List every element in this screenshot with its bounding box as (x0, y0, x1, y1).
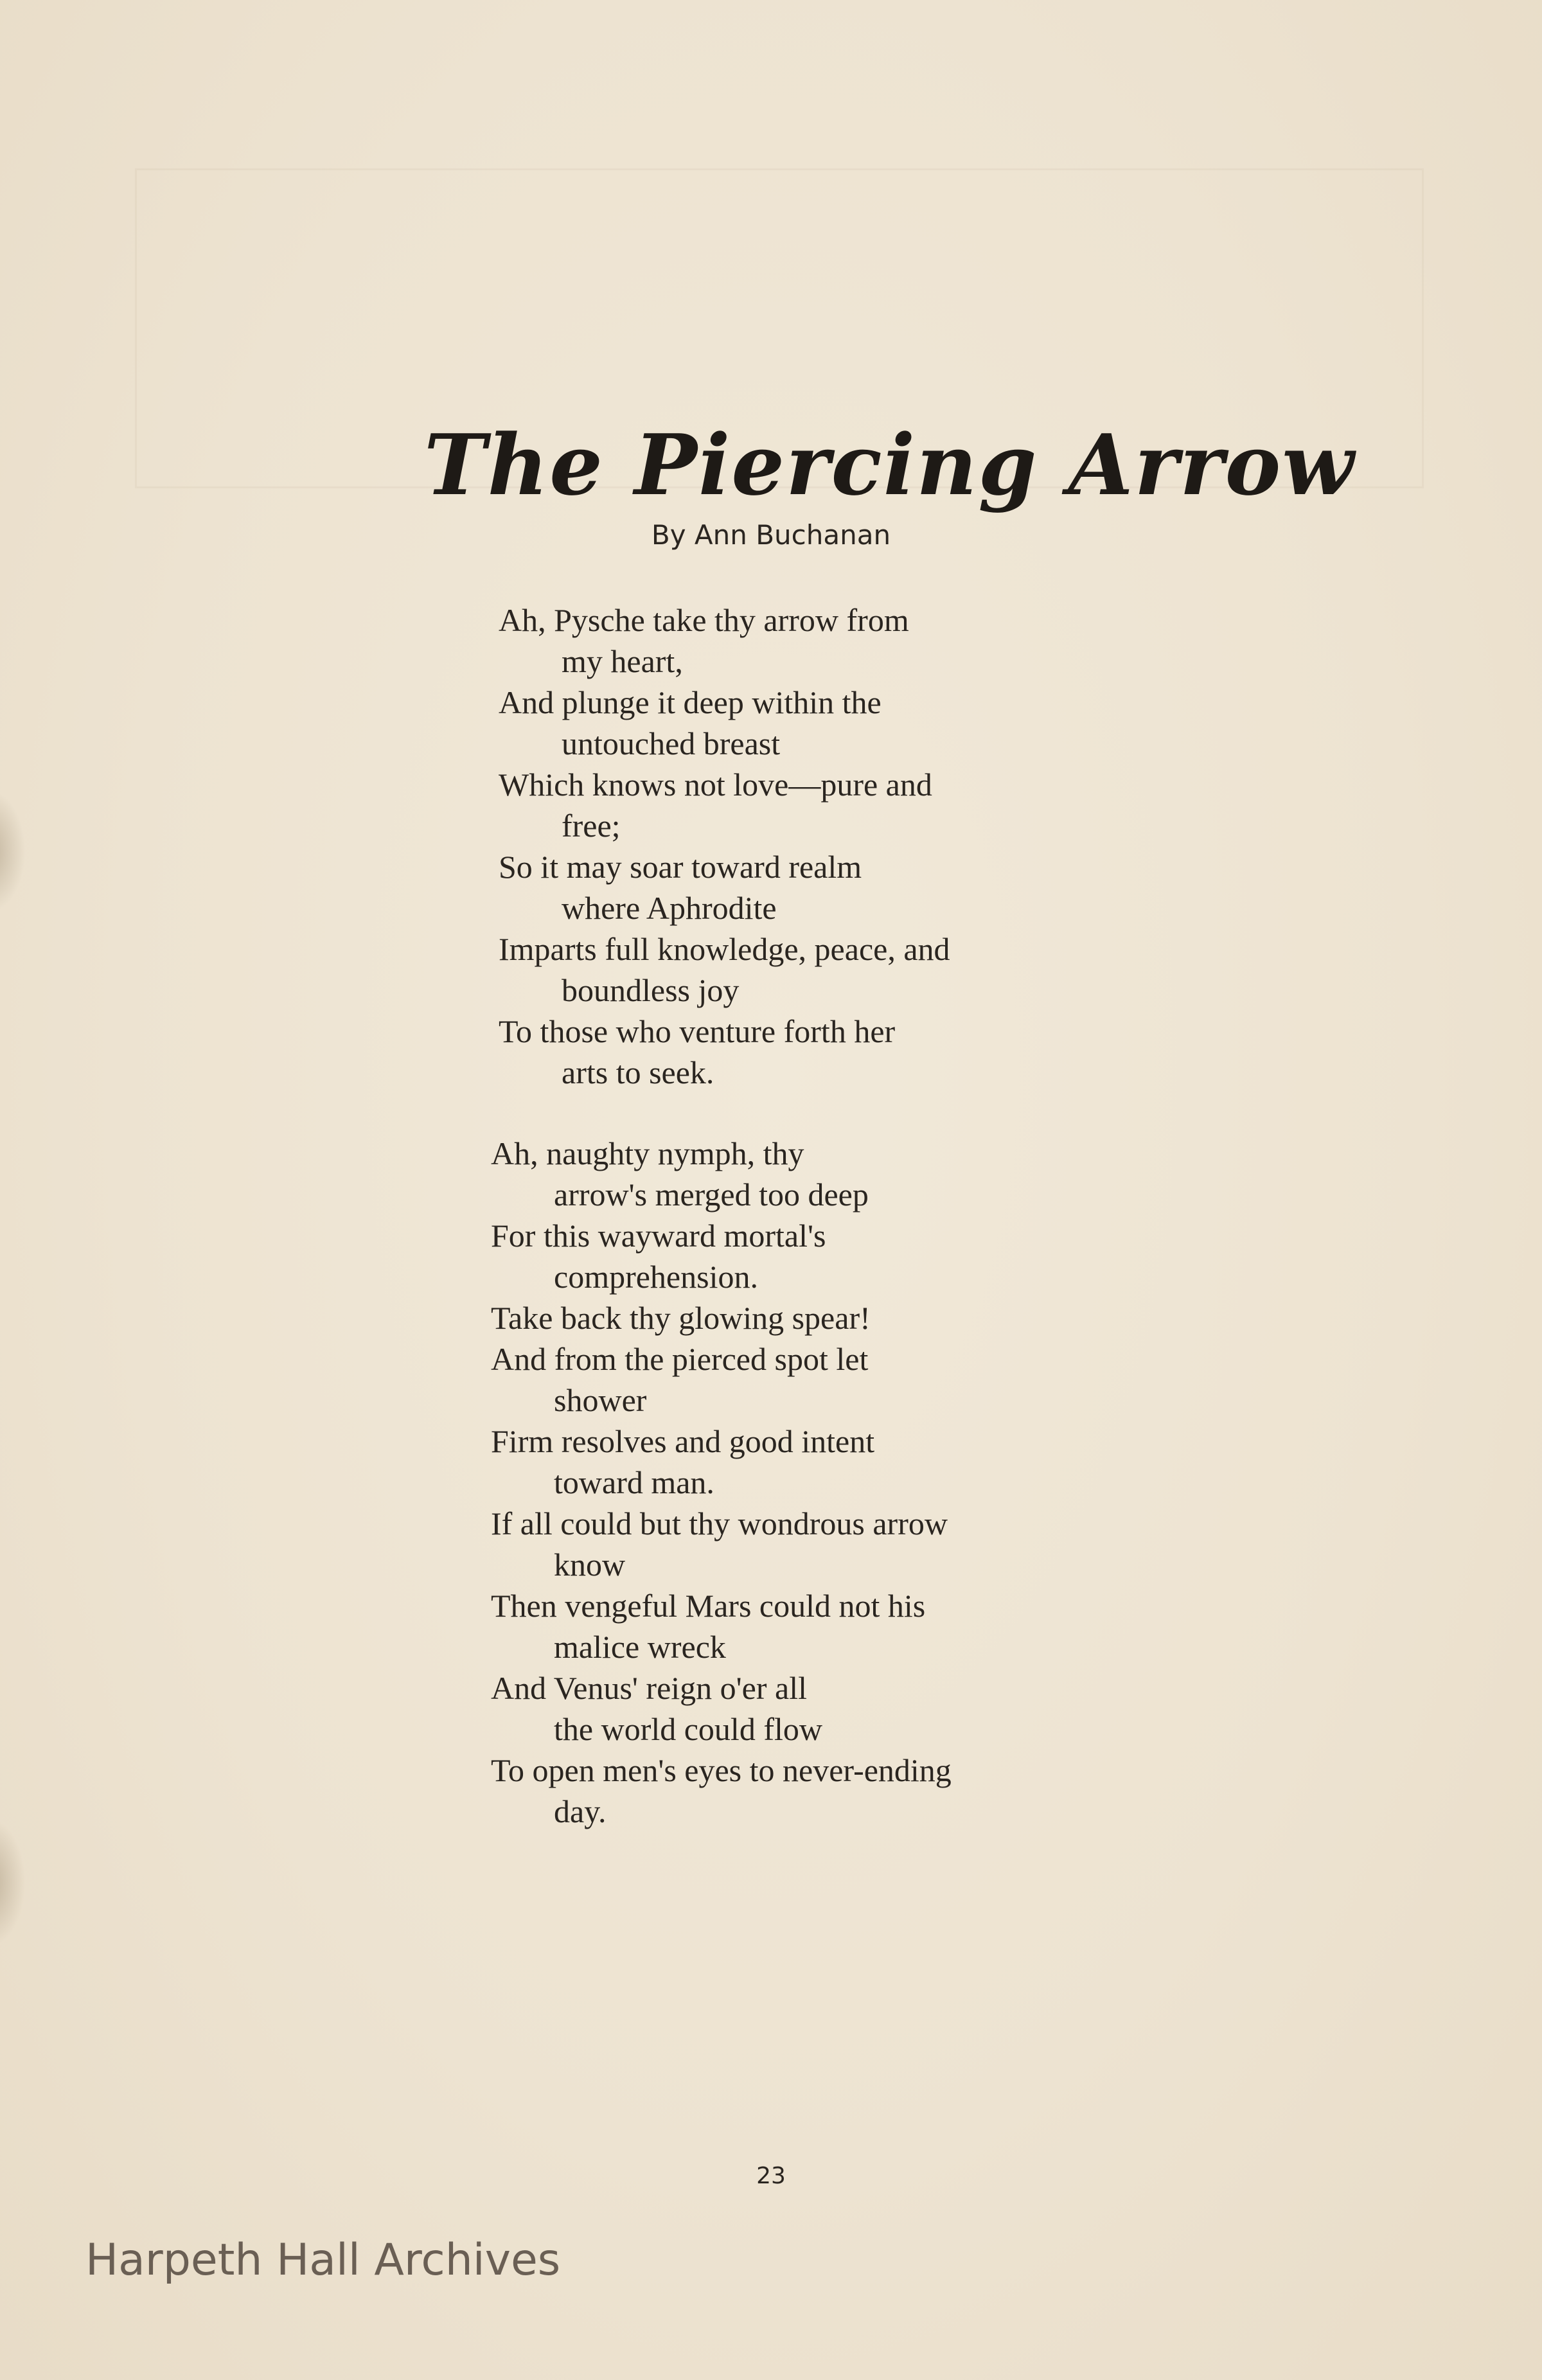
verse-line: To those who venture forth her (499, 1013, 896, 1049)
verse-line: untouched breast (562, 725, 781, 761)
verse-line: my heart, (562, 643, 683, 679)
verse-line: Firm resolves and good intent (491, 1423, 875, 1459)
verse-line: the world could flow (554, 1711, 822, 1747)
verse-line: know (554, 1547, 626, 1583)
verse-line: malice wreck (554, 1629, 726, 1665)
author-byline: By Ann Buchanan (651, 519, 891, 551)
verse-line: toward man. (554, 1464, 714, 1500)
verse-line: Ah, naughty nymph, thy (491, 1135, 804, 1171)
page-number: 23 (756, 2163, 786, 2189)
verse-line: And Venus' reign o'er all (491, 1670, 807, 1706)
poem-title: The Piercing Arrow (424, 416, 1356, 515)
verse-line: For this wayward mortal's (491, 1218, 826, 1254)
verse-line: Take back thy glowing spear! (491, 1300, 871, 1336)
binding-shadow (0, 790, 26, 912)
verse-line: And plunge it deep within the (499, 684, 882, 720)
verse-line: To open men's eyes to never-ending (491, 1752, 952, 1788)
archive-watermark: Harpeth Hall Archives (85, 2235, 561, 2286)
verse-line: boundless joy (562, 972, 740, 1008)
binding-shadow (0, 1818, 26, 1947)
verse-line: free; (562, 808, 621, 844)
stanza-2 (491, 1133, 952, 1832)
verse-line: If all could but thy wondrous arrow (491, 1505, 948, 1541)
verse-line: Then vengeful Mars could not his (491, 1588, 926, 1624)
verse-line: day. (554, 1793, 607, 1829)
verse-line: where Aphrodite (562, 890, 777, 926)
verse-line: arts to seek. (562, 1054, 714, 1090)
verse-line: arrow's merged too deep (554, 1177, 869, 1212)
verse-line: Which knows not love—pure and (499, 767, 932, 803)
stanza-1 (499, 599, 950, 1093)
verse-line: So it may soar toward realm (499, 849, 862, 885)
verse-line: Imparts full knowledge, peace, and (499, 931, 950, 967)
verse-line: Ah, Pysche take thy arrow from (499, 602, 909, 638)
verse-line: And from the pierced spot let (491, 1341, 869, 1377)
verse-line: shower (554, 1382, 647, 1418)
verse-line: comprehension. (554, 1259, 758, 1295)
